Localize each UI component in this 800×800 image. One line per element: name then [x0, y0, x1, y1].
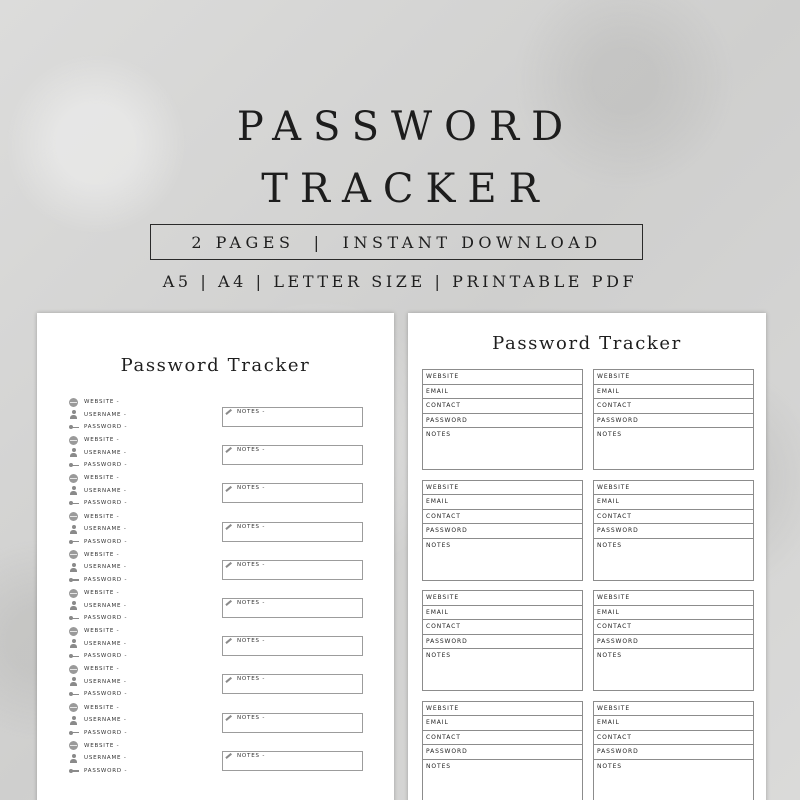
left-page-title: Password Tracker [120, 355, 311, 376]
password-label: PASSWORD - [84, 424, 128, 430]
tracker-entry [37, 512, 394, 550]
globe-icon [69, 627, 78, 636]
card-contact-label: CONTACT [423, 620, 582, 635]
user-icon [69, 716, 78, 725]
account-card [422, 480, 583, 581]
notes-label-wrap [225, 638, 265, 644]
notes-box [222, 674, 363, 694]
tracker-entry [37, 397, 394, 435]
website-row [69, 741, 119, 751]
account-card [593, 701, 754, 800]
user-icon [69, 601, 78, 610]
notes-box [222, 445, 363, 465]
notes-label-wrap [225, 600, 265, 606]
username-label: USERNAME - [84, 411, 127, 418]
globe-icon [69, 550, 78, 559]
key-icon [69, 766, 78, 775]
card-email-label: EMAIL [423, 495, 582, 510]
card-contact-label: CONTACT [594, 510, 753, 525]
card-notes-label: NOTES [426, 431, 451, 438]
notes-label: NOTES - [237, 752, 266, 759]
notes-label-wrap [225, 524, 265, 530]
globe-icon [69, 512, 78, 521]
notes-box [222, 598, 363, 618]
username-row [69, 715, 127, 725]
pencil-icon [225, 486, 231, 492]
website-row [69, 435, 119, 445]
website-label: WEBSITE - [84, 666, 120, 673]
key-icon [69, 499, 78, 508]
card-email-label: EMAIL [423, 385, 582, 400]
password-row [69, 498, 127, 508]
tracker-entry [37, 664, 394, 702]
website-row [69, 664, 119, 674]
notes-box [222, 751, 363, 771]
hero-title-line1: PASSWORD [236, 104, 576, 150]
password-row [69, 728, 127, 738]
account-card [422, 701, 583, 800]
notes-label: NOTES - [237, 523, 266, 530]
website-label: WEBSITE - [84, 513, 120, 520]
website-label: WEBSITE - [84, 437, 120, 444]
notes-label: NOTES - [237, 447, 266, 454]
key-icon [69, 652, 78, 661]
card-email-label: EMAIL [423, 716, 582, 731]
website-label: WEBSITE - [84, 628, 120, 635]
password-row [69, 422, 127, 432]
key-icon [69, 614, 78, 623]
card-password-label: PASSWORD [594, 524, 753, 539]
card-password-label: PASSWORD [594, 414, 753, 429]
notes-label: NOTES - [237, 485, 266, 492]
globe-icon [69, 665, 78, 674]
tracker-entry [37, 588, 394, 626]
password-row [69, 766, 127, 776]
user-icon [69, 639, 78, 648]
key-icon [69, 461, 78, 470]
password-label: PASSWORD - [84, 691, 128, 698]
notes-box [222, 522, 363, 542]
password-label: PASSWORD - [84, 538, 128, 545]
card-password-label: PASSWORD [423, 414, 582, 429]
website-label: WEBSITE - [84, 742, 120, 749]
card-notes-label: NOTES [597, 652, 622, 659]
key-icon [69, 728, 78, 737]
username-row [69, 639, 127, 649]
username-row [69, 677, 127, 687]
password-row [69, 460, 127, 470]
tracker-entry [37, 435, 394, 473]
card-contact-label: CONTACT [594, 620, 753, 635]
pencil-icon [225, 562, 231, 568]
notes-box [222, 713, 363, 733]
pencil-icon [225, 715, 231, 721]
website-row [69, 550, 119, 560]
card-website-label: WEBSITE [423, 591, 582, 606]
notes-label-wrap [225, 485, 265, 491]
password-label: PASSWORD - [84, 729, 128, 736]
subtitle-box [150, 224, 643, 260]
password-label: PASSWORD - [84, 767, 128, 774]
notes-box [222, 560, 363, 580]
card-website-label: WEBSITE [423, 370, 582, 385]
key-icon [69, 423, 78, 432]
website-label: WEBSITE - [84, 551, 120, 558]
key-icon [69, 575, 78, 584]
pencil-icon [225, 447, 231, 453]
tracker-entry [37, 473, 394, 511]
user-icon [69, 410, 78, 419]
password-row [69, 613, 127, 623]
pencil-icon [225, 677, 231, 683]
notes-label-wrap [225, 409, 265, 415]
left-page [37, 313, 394, 800]
notes-label-wrap [225, 753, 265, 759]
account-card [593, 369, 754, 470]
username-row [69, 524, 127, 534]
account-card [422, 590, 583, 691]
notes-label: NOTES - [237, 638, 266, 645]
password-row [69, 689, 127, 699]
username-label: USERNAME - [84, 487, 127, 494]
username-row [69, 601, 127, 611]
card-password-label: PASSWORD [423, 524, 582, 539]
right-page-title: Password Tracker [492, 333, 682, 354]
username-label: USERNAME - [84, 640, 127, 647]
subtitle-text: 2 PAGES | INSTANT DOWNLOAD [191, 232, 602, 252]
card-email-label: EMAIL [594, 716, 753, 731]
tracker-entry [37, 703, 394, 741]
tracker-entry [37, 550, 394, 588]
username-label: USERNAME - [84, 755, 127, 762]
notes-label-wrap [225, 715, 265, 721]
card-password-label: PASSWORD [423, 745, 582, 760]
notes-label-wrap [225, 562, 265, 568]
card-email-label: EMAIL [594, 385, 753, 400]
user-icon [69, 486, 78, 495]
card-notes-label: NOTES [597, 541, 622, 549]
account-card [593, 480, 754, 581]
username-label: USERNAME - [84, 602, 127, 609]
password-label: PASSWORD - [84, 653, 128, 660]
pencil-icon [225, 409, 231, 415]
card-contact-label: CONTACT [423, 731, 582, 746]
card-notes-label: NOTES [597, 431, 622, 438]
sizes-line: A5 | A4 | LETTER SIZE | PRINTABLE PDF [162, 272, 638, 291]
password-row [69, 537, 127, 547]
card-notes-label: NOTES [597, 762, 622, 770]
card-website-label: WEBSITE [594, 370, 753, 385]
username-label: USERNAME - [84, 564, 127, 571]
username-row [69, 486, 127, 496]
card-email-label: EMAIL [423, 606, 582, 621]
password-label: PASSWORD - [84, 615, 128, 621]
card-password-label: PASSWORD [594, 745, 753, 760]
right-page [408, 313, 766, 800]
password-label: PASSWORD - [84, 462, 128, 469]
pencil-icon [225, 638, 231, 644]
notes-label: NOTES - [237, 714, 266, 721]
globe-icon [69, 741, 78, 750]
card-email-label: EMAIL [594, 606, 753, 621]
card-email-label: EMAIL [594, 495, 753, 510]
username-label: USERNAME - [84, 449, 127, 456]
card-website-label: WEBSITE [594, 702, 753, 717]
username-label: USERNAME - [84, 717, 127, 724]
website-row [69, 703, 119, 713]
key-icon [69, 537, 78, 546]
card-notes-label: NOTES [426, 541, 451, 549]
card-notes-label: NOTES [426, 762, 451, 770]
username-row [69, 448, 127, 458]
website-label: WEBSITE - [84, 590, 120, 596]
website-row [69, 512, 119, 522]
user-icon [69, 563, 78, 572]
globe-icon [69, 398, 78, 407]
card-password-label: PASSWORD [423, 635, 582, 650]
username-label: USERNAME - [84, 678, 127, 685]
card-contact-label: CONTACT [594, 399, 753, 414]
user-icon [69, 525, 78, 534]
account-card [593, 590, 754, 691]
website-row [69, 588, 119, 598]
website-row [69, 626, 119, 636]
password-row [69, 575, 127, 585]
notes-box [222, 483, 363, 503]
website-label: WEBSITE - [84, 475, 120, 482]
pencil-icon [225, 600, 231, 606]
notes-label-wrap [225, 676, 265, 682]
globe-icon [69, 589, 78, 598]
notes-label: NOTES - [237, 600, 266, 606]
pencil-icon [225, 753, 231, 759]
notes-label: NOTES - [237, 676, 266, 683]
user-icon [69, 448, 78, 457]
pencil-icon [225, 524, 231, 530]
globe-icon [69, 703, 78, 712]
notes-label: NOTES - [237, 561, 266, 568]
notes-box [222, 407, 363, 427]
tracker-entry [37, 626, 394, 664]
globe-icon [69, 474, 78, 483]
password-label: PASSWORD - [84, 576, 128, 583]
user-icon [69, 754, 78, 763]
globe-icon [69, 436, 78, 445]
card-contact-label: CONTACT [423, 510, 582, 525]
card-website-label: WEBSITE [594, 591, 753, 606]
account-card [422, 369, 583, 470]
username-label: USERNAME - [84, 526, 127, 533]
notes-label: NOTES - [237, 409, 266, 415]
notes-box [222, 636, 363, 656]
hero-title-line2: TRACKER [261, 166, 551, 212]
username-row [69, 562, 127, 572]
user-icon [69, 677, 78, 686]
card-website-label: WEBSITE [423, 481, 582, 496]
username-row [69, 753, 127, 763]
key-icon [69, 690, 78, 699]
card-website-label: WEBSITE [594, 481, 753, 496]
card-notes-label: NOTES [426, 652, 451, 659]
tracker-entry [37, 741, 394, 779]
card-contact-label: CONTACT [423, 399, 582, 414]
password-row [69, 651, 127, 661]
card-password-label: PASSWORD [594, 635, 753, 650]
card-website-label: WEBSITE [423, 702, 582, 717]
notes-label-wrap [225, 447, 265, 453]
password-label: PASSWORD - [84, 500, 128, 507]
website-label: WEBSITE - [84, 399, 120, 405]
website-row [69, 397, 119, 407]
card-contact-label: CONTACT [594, 731, 753, 746]
username-row [69, 410, 127, 420]
website-label: WEBSITE - [84, 704, 120, 711]
website-row [69, 473, 119, 483]
